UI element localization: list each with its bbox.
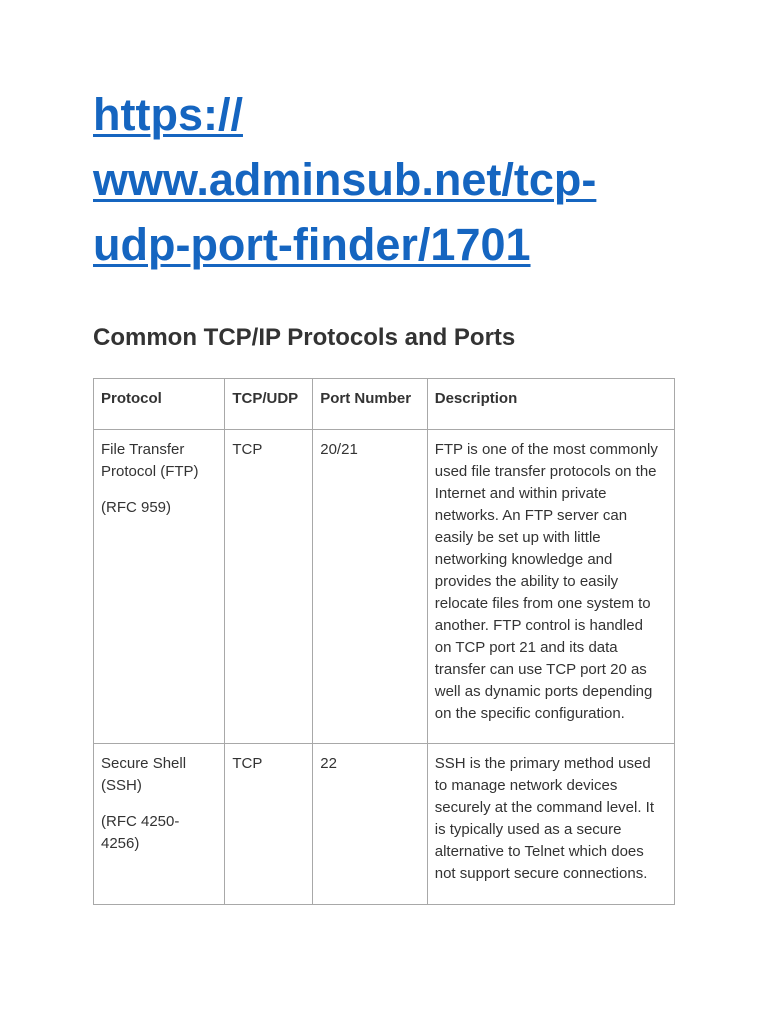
description-line: transfer can use TCP port 20 as (434, 661, 647, 678)
header-tcp-udp: TCP/UDP (225, 379, 313, 430)
url-line-2[interactable]: www.adminsub.net/tcp- (93, 154, 597, 205)
protocols-table (93, 378, 675, 905)
rfc-line: (RFC 4250- (101, 813, 180, 830)
description-line: on TCP port 21 and its data (434, 639, 618, 656)
description-line: provides the ability to easily (434, 573, 619, 590)
url-line-1[interactable]: https:// (93, 89, 243, 140)
description-line: well as dynamic ports depending (434, 683, 653, 700)
section-title: Common TCP/IP Protocols and Ports (93, 324, 516, 351)
table-row (94, 430, 675, 744)
description-cell (427, 744, 674, 905)
description-line: alternative to Telnet which does (434, 843, 644, 860)
transport-cell: TCP (225, 430, 313, 744)
table-row (94, 744, 675, 905)
description-line: easily be set up with little (434, 529, 601, 546)
description-line: Internet and within private (434, 485, 607, 502)
description-line: networking knowledge and (434, 551, 613, 568)
description-cell (427, 430, 674, 744)
rfc-line: 4256) (101, 835, 140, 852)
description-line: networks. An FTP server can (434, 507, 628, 524)
header-protocol: Protocol (94, 379, 225, 430)
document-page (93, 82, 675, 882)
description-line: securely at the command level. It (434, 799, 654, 816)
description-line: to manage network devices (434, 777, 618, 794)
description-line: SSH is the primary method used (434, 755, 651, 772)
protocol-name-line: (SSH) (101, 777, 142, 794)
source-url-link[interactable] (93, 82, 675, 277)
protocol-name-line: Secure Shell (101, 755, 187, 772)
protocol-cell (94, 744, 225, 905)
description-line: relocate files from one system to (434, 595, 651, 612)
header-port-number: Port Number (313, 379, 427, 430)
protocol-name-line: File Transfer (101, 441, 185, 458)
header-description: Description (427, 379, 674, 430)
protocol-cell (94, 430, 225, 744)
port-cell: 22 (313, 744, 427, 905)
description-line: FTP is one of the most commonly (434, 441, 658, 458)
rfc-line: (RFC 959) (101, 499, 172, 516)
description-line: another. FTP control is handled (434, 617, 643, 634)
rfc-reference (101, 497, 216, 519)
protocol-name-line: Protocol (FTP) (101, 463, 199, 480)
transport-cell: TCP (225, 744, 313, 905)
description-line: is typically used as a secure (434, 821, 622, 838)
rfc-reference (101, 811, 216, 855)
url-line-3[interactable]: udp-port-finder/1701 (93, 219, 531, 270)
description-line: not support secure connections. (434, 865, 648, 882)
table-header-row (94, 379, 675, 430)
description-line: on the specific configuration. (434, 705, 625, 722)
description-line: used file transfer protocols on the (434, 463, 657, 480)
port-cell: 20/21 (313, 430, 427, 744)
